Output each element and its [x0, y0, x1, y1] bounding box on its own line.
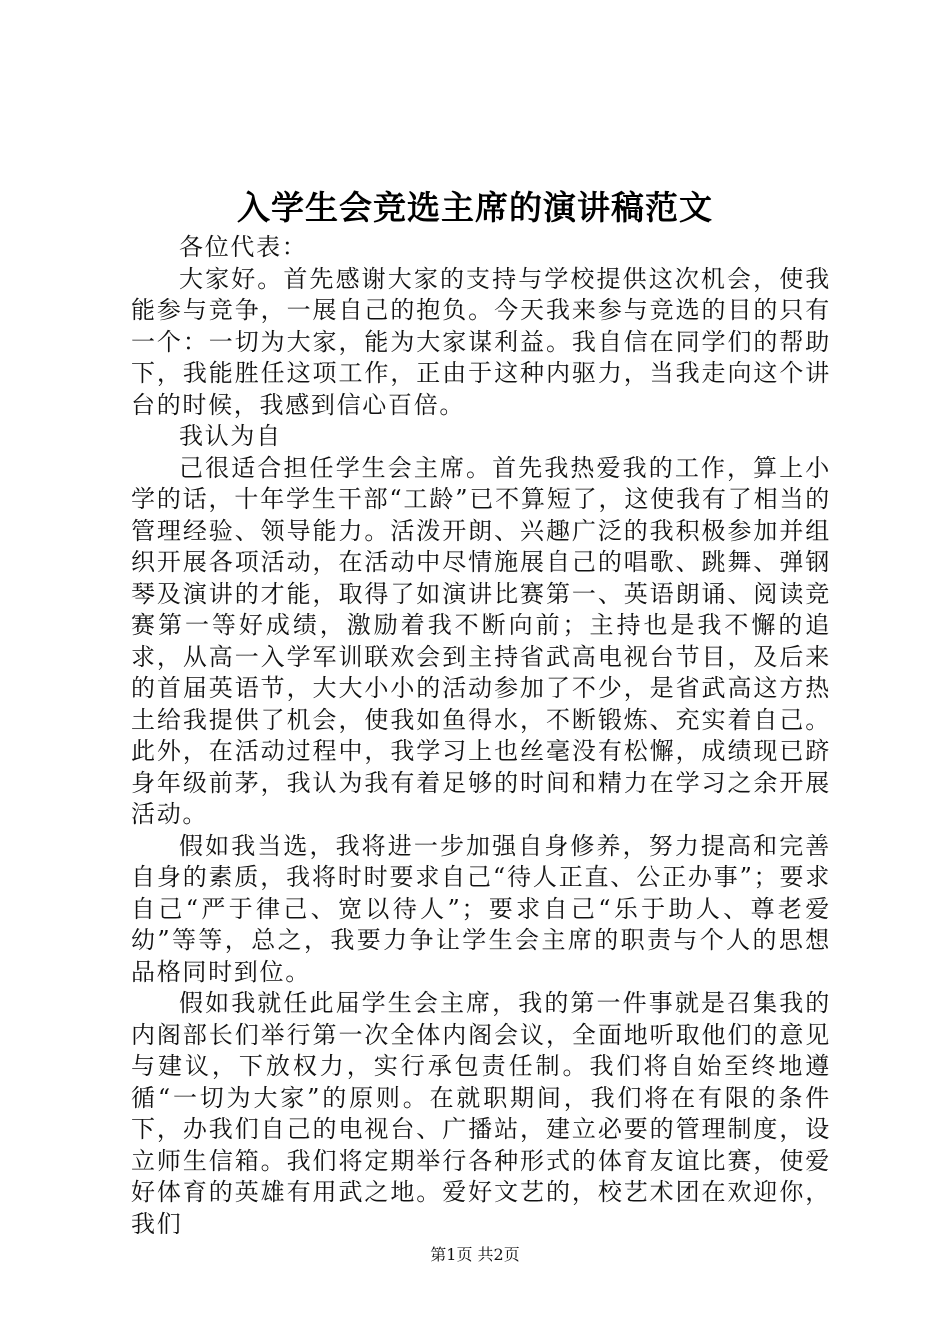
document-title: 入学生会竞选主席的演讲稿范文 [237, 188, 713, 227]
paragraph-self-intro-start: 我认为自 [179, 422, 282, 450]
document-body [131, 232, 831, 1240]
page-footer: 第1页 共2页 [430, 1245, 520, 1264]
paragraph-qualifications: 己很适合担任学生会主席。首先我热爱我的工作，算上小学的话，十年学生干部“工龄”已不算短了，这使我有了相当的管理经验、领导能力。活泼开朗、兴趣广泛的我积极参加并组织开展各项活动，在活动中尽情施展自己的唱歌、跳舞、弹钢琴及演讲的才能，取得了如演讲比赛第一、英语朗诵、阅读竞赛第一等好成绩，激励着我不断向前；主持也是我不懈的追求，从高一入学军训联欢会到主持省武高电视台节目，及后来的首届英语节，大大小小的活动参加了不少，是省武高这方热土给我提供了机会，使我如鱼得水，不断锻炼、充实着自己。此外，在活动过程中，我学习上也丝毫没有松懈，成绩现已跻身年级前茅，我认为我有着足够的时间和精力在学习之余开展活动。 [131, 453, 831, 828]
paragraph-greeting: 大家好。首先感谢大家的支持与学校提供这次机会，使我能参与竞争，一展自己的抱负。今天我来参与竞选的目的只有一个：一切为大家，能为大家谋利益。我自信在同学们的帮助下，我能胜任这项工作，正由于这种内驱力，当我走向这个讲台的时候，我感到信心百倍。 [131, 264, 831, 419]
paragraph-plans: 假如我就任此届学生会主席，我的第一件事就是召集我的内阁部长们举行第一次全体内阁会议，全面地听取他们的意见与建议，下放权力，实行承包责任制。我们将自始至终地遵循“一切为大家”的原则。在就职期间，我们将在有限的条件下，办我们自己的电视台、广播站，建立必要的管理制度，设立师生信箱。我们将定期举行各种形式的体育友谊比赛，使爱好体育的英雄有用武之地。爱好文艺的，校艺术团在欢迎你，我们 [131, 989, 831, 1238]
paragraph-if-elected: 假如我当选，我将进一步加强自身修养，努力提高和完善自身的素质，我将时时要求自己“待人正直、公正办事”；要求自己“严于律己、宽以待人”；要求自己“乐于助人、尊老爱幼”等等，总之，我要力争让学生会主席的职责与个人的思想品格同时到位。 [131, 831, 831, 986]
paragraph-salutation: 各位代表： [179, 233, 308, 261]
